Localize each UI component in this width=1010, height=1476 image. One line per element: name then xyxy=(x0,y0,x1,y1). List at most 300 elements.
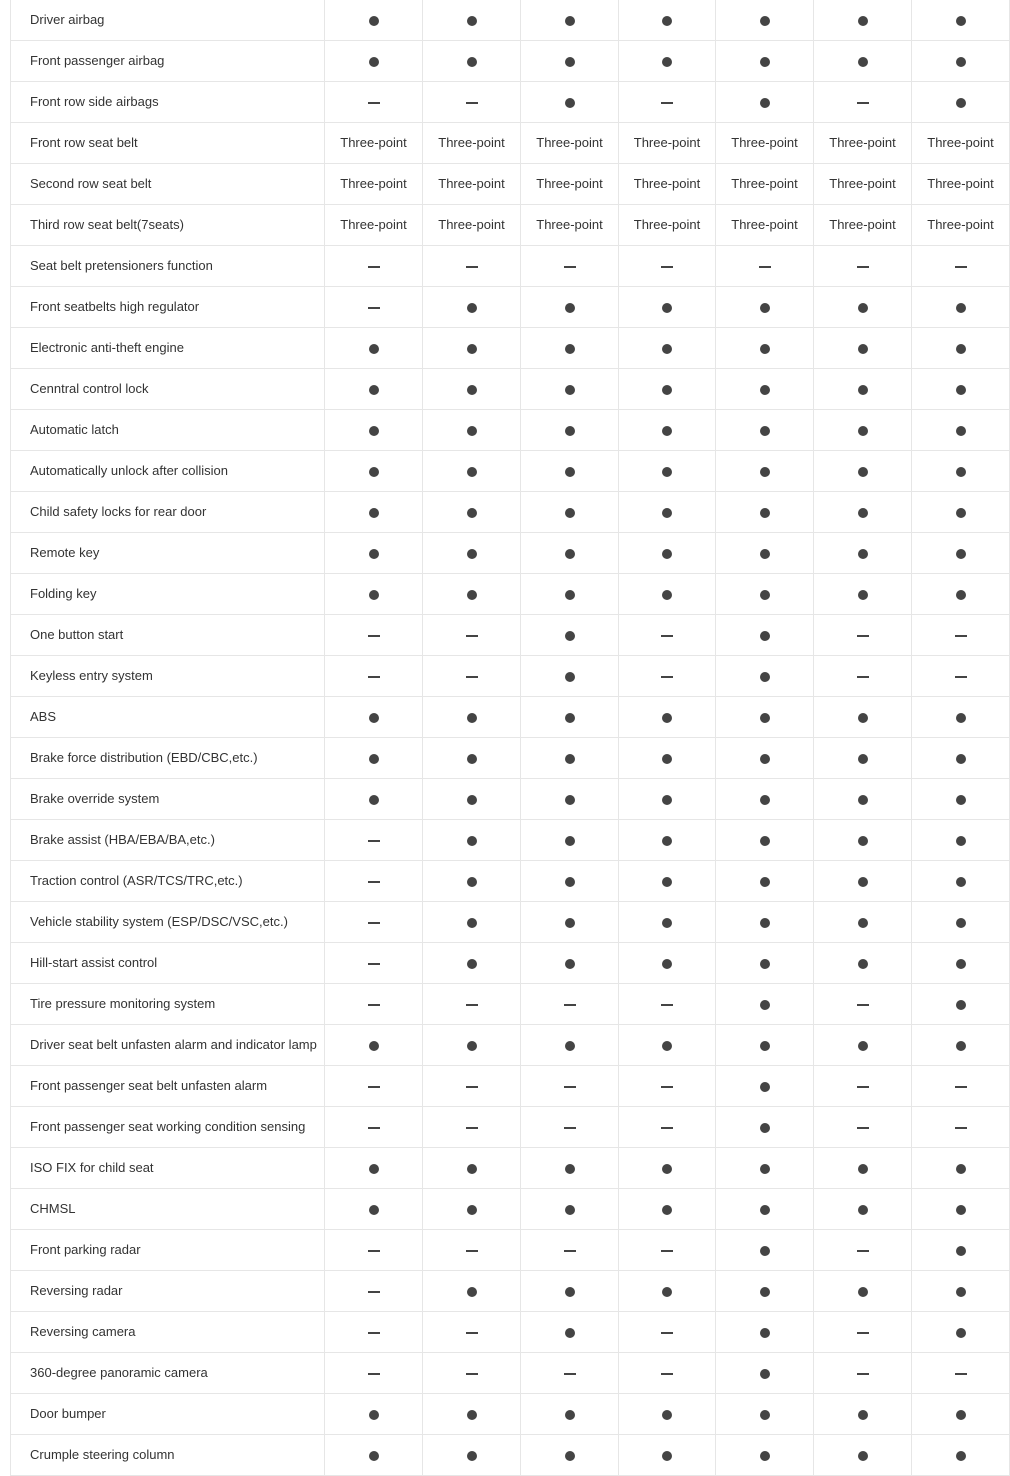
filled-dot-icon xyxy=(565,877,575,887)
spec-cell xyxy=(619,574,716,615)
filled-dot-icon xyxy=(565,959,575,969)
spec-value-text: Three-point xyxy=(536,217,603,232)
spec-cell xyxy=(619,656,716,697)
spec-cell xyxy=(325,574,423,615)
table-row xyxy=(11,123,1010,164)
filled-dot-icon xyxy=(565,672,575,682)
spec-cell xyxy=(814,533,912,574)
filled-dot-icon xyxy=(467,344,477,354)
filled-dot-icon xyxy=(662,918,672,928)
spec-cell xyxy=(521,287,619,328)
filled-dot-icon xyxy=(467,467,477,477)
spec-cell xyxy=(325,1107,423,1148)
spec-cell xyxy=(716,615,814,656)
spec-cell xyxy=(814,41,912,82)
feature-label: Remote key xyxy=(11,533,325,574)
filled-dot-icon xyxy=(858,57,868,67)
spec-cell xyxy=(619,451,716,492)
spec-cell xyxy=(814,1312,912,1353)
spec-value-text: Three-point xyxy=(340,135,407,150)
spec-cell xyxy=(814,861,912,902)
filled-dot-icon xyxy=(956,1246,966,1256)
spec-cell xyxy=(521,1148,619,1189)
filled-dot-icon xyxy=(662,836,672,846)
spec-value-text: Three-point xyxy=(829,217,896,232)
filled-dot-icon xyxy=(956,1000,966,1010)
filled-dot-icon xyxy=(369,795,379,805)
spec-cell xyxy=(521,1271,619,1312)
spec-cell xyxy=(521,656,619,697)
table-row xyxy=(11,533,1010,574)
dash-icon xyxy=(564,1373,576,1375)
filled-dot-icon xyxy=(467,836,477,846)
spec-table-body xyxy=(11,0,1010,1476)
filled-dot-icon xyxy=(565,754,575,764)
spec-cell xyxy=(619,1025,716,1066)
table-row xyxy=(11,574,1010,615)
filled-dot-icon xyxy=(858,385,868,395)
spec-cell xyxy=(423,574,521,615)
feature-label: Second row seat belt xyxy=(11,164,325,205)
feature-label: Front row seat belt xyxy=(11,123,325,164)
filled-dot-icon xyxy=(467,877,477,887)
spec-value-text: Three-point xyxy=(438,217,505,232)
filled-dot-icon xyxy=(369,508,379,518)
spec-value-text: Three-point xyxy=(536,176,603,191)
dash-icon xyxy=(368,307,380,309)
dash-icon xyxy=(368,102,380,104)
spec-cell xyxy=(814,1066,912,1107)
spec-cell xyxy=(716,328,814,369)
spec-cell xyxy=(423,738,521,779)
spec-cell xyxy=(325,820,423,861)
filled-dot-icon xyxy=(662,1205,672,1215)
spec-cell xyxy=(619,615,716,656)
spec-cell xyxy=(619,1189,716,1230)
filled-dot-icon xyxy=(858,508,868,518)
dash-icon xyxy=(661,1086,673,1088)
spec-cell xyxy=(521,164,619,205)
spec-cell xyxy=(716,164,814,205)
spec-cell xyxy=(619,164,716,205)
spec-cell xyxy=(423,984,521,1025)
filled-dot-icon xyxy=(858,754,868,764)
spec-cell xyxy=(716,451,814,492)
feature-label: Third row seat belt(7seats) xyxy=(11,205,325,246)
filled-dot-icon xyxy=(760,1246,770,1256)
spec-cell xyxy=(619,779,716,820)
spec-cell xyxy=(325,861,423,902)
spec-cell xyxy=(325,82,423,123)
spec-cell xyxy=(423,410,521,451)
spec-cell xyxy=(619,1394,716,1435)
filled-dot-icon xyxy=(565,467,575,477)
table-row xyxy=(11,779,1010,820)
dash-icon xyxy=(466,1127,478,1129)
filled-dot-icon xyxy=(369,344,379,354)
filled-dot-icon xyxy=(858,1041,868,1051)
filled-dot-icon xyxy=(760,1000,770,1010)
feature-label: Front seatbelts high regulator xyxy=(11,287,325,328)
table-row xyxy=(11,984,1010,1025)
filled-dot-icon xyxy=(565,713,575,723)
spec-cell xyxy=(521,820,619,861)
filled-dot-icon xyxy=(858,426,868,436)
spec-cell xyxy=(521,1394,619,1435)
spec-cell xyxy=(423,123,521,164)
filled-dot-icon xyxy=(956,836,966,846)
dash-icon xyxy=(466,1373,478,1375)
spec-cell xyxy=(619,533,716,574)
filled-dot-icon xyxy=(956,303,966,313)
dash-icon xyxy=(759,266,771,268)
spec-cell xyxy=(912,574,1010,615)
feature-label: Brake force distribution (EBD/CBC,etc.) xyxy=(11,738,325,779)
spec-cell xyxy=(325,1148,423,1189)
spec-cell xyxy=(716,41,814,82)
feature-label: Reversing radar xyxy=(11,1271,325,1312)
spec-cell xyxy=(912,41,1010,82)
filled-dot-icon xyxy=(956,918,966,928)
spec-cell xyxy=(716,246,814,287)
spec-cell xyxy=(521,1107,619,1148)
spec-cell xyxy=(814,574,912,615)
spec-cell xyxy=(814,984,912,1025)
filled-dot-icon xyxy=(369,754,379,764)
filled-dot-icon xyxy=(760,467,770,477)
spec-cell xyxy=(619,1353,716,1394)
spec-cell xyxy=(325,984,423,1025)
filled-dot-icon xyxy=(565,16,575,26)
spec-cell xyxy=(912,820,1010,861)
spec-cell xyxy=(814,0,912,41)
table-row xyxy=(11,1025,1010,1066)
dash-icon xyxy=(564,266,576,268)
spec-cell xyxy=(912,1107,1010,1148)
filled-dot-icon xyxy=(467,16,477,26)
spec-cell xyxy=(325,697,423,738)
filled-dot-icon xyxy=(565,1287,575,1297)
filled-dot-icon xyxy=(956,877,966,887)
spec-cell xyxy=(912,779,1010,820)
dash-icon xyxy=(368,676,380,678)
dash-icon xyxy=(661,102,673,104)
filled-dot-icon xyxy=(956,549,966,559)
filled-dot-icon xyxy=(760,1451,770,1461)
spec-value-text: Three-point xyxy=(829,135,896,150)
feature-label: Automatic latch xyxy=(11,410,325,451)
spec-cell xyxy=(912,1066,1010,1107)
feature-label: Brake assist (HBA/EBA/BA,etc.) xyxy=(11,820,325,861)
spec-cell xyxy=(912,328,1010,369)
dash-icon xyxy=(955,1127,967,1129)
dash-icon xyxy=(661,676,673,678)
spec-cell xyxy=(716,123,814,164)
spec-value-text: Three-point xyxy=(927,176,994,191)
spec-cell xyxy=(912,943,1010,984)
filled-dot-icon xyxy=(565,1410,575,1420)
filled-dot-icon xyxy=(662,590,672,600)
spec-cell xyxy=(521,533,619,574)
spec-cell xyxy=(521,451,619,492)
filled-dot-icon xyxy=(565,631,575,641)
filled-dot-icon xyxy=(662,1041,672,1051)
spec-cell xyxy=(814,1353,912,1394)
filled-dot-icon xyxy=(760,713,770,723)
spec-cell xyxy=(423,861,521,902)
filled-dot-icon xyxy=(760,836,770,846)
filled-dot-icon xyxy=(369,57,379,67)
spec-cell xyxy=(912,123,1010,164)
spec-cell xyxy=(912,205,1010,246)
spec-cell xyxy=(521,1435,619,1476)
spec-cell xyxy=(814,205,912,246)
table-row xyxy=(11,369,1010,410)
table-row xyxy=(11,1107,1010,1148)
feature-label: CHMSL xyxy=(11,1189,325,1230)
filled-dot-icon xyxy=(467,1164,477,1174)
dash-icon xyxy=(857,266,869,268)
filled-dot-icon xyxy=(956,1451,966,1461)
filled-dot-icon xyxy=(760,1205,770,1215)
filled-dot-icon xyxy=(467,918,477,928)
dash-icon xyxy=(368,1127,380,1129)
dash-icon xyxy=(857,1332,869,1334)
spec-cell xyxy=(325,492,423,533)
filled-dot-icon xyxy=(467,754,477,764)
filled-dot-icon xyxy=(858,1451,868,1461)
filled-dot-icon xyxy=(956,508,966,518)
spec-cell xyxy=(521,1312,619,1353)
dash-icon xyxy=(466,266,478,268)
spec-cell xyxy=(619,328,716,369)
spec-cell xyxy=(423,1066,521,1107)
filled-dot-icon xyxy=(467,1451,477,1461)
spec-value-text: Three-point xyxy=(927,135,994,150)
filled-dot-icon xyxy=(662,1451,672,1461)
spec-cell xyxy=(325,902,423,943)
dash-icon xyxy=(661,1004,673,1006)
filled-dot-icon xyxy=(565,1451,575,1461)
dash-icon xyxy=(466,1086,478,1088)
spec-cell xyxy=(814,369,912,410)
dash-icon xyxy=(368,266,380,268)
spec-cell xyxy=(912,738,1010,779)
dash-icon xyxy=(955,1373,967,1375)
spec-cell xyxy=(716,574,814,615)
spec-cell xyxy=(716,1435,814,1476)
spec-cell xyxy=(619,41,716,82)
dash-icon xyxy=(368,963,380,965)
spec-cell xyxy=(912,902,1010,943)
spec-cell xyxy=(716,1148,814,1189)
filled-dot-icon xyxy=(467,713,477,723)
spec-cell xyxy=(912,369,1010,410)
spec-value-text: Three-point xyxy=(731,135,798,150)
spec-cell xyxy=(521,0,619,41)
spec-cell xyxy=(716,205,814,246)
spec-cell xyxy=(814,410,912,451)
spec-cell xyxy=(521,369,619,410)
spec-cell xyxy=(912,451,1010,492)
spec-cell xyxy=(423,1189,521,1230)
spec-cell xyxy=(716,1230,814,1271)
filled-dot-icon xyxy=(760,1082,770,1092)
dash-icon xyxy=(857,102,869,104)
spec-cell xyxy=(521,1353,619,1394)
spec-value-text: Three-point xyxy=(438,176,505,191)
filled-dot-icon xyxy=(662,754,672,764)
filled-dot-icon xyxy=(662,1164,672,1174)
spec-cell xyxy=(423,369,521,410)
filled-dot-icon xyxy=(565,836,575,846)
dash-icon xyxy=(466,1004,478,1006)
table-row xyxy=(11,410,1010,451)
feature-label: Seat belt pretensioners function xyxy=(11,246,325,287)
spec-cell xyxy=(912,1189,1010,1230)
dash-icon xyxy=(955,266,967,268)
filled-dot-icon xyxy=(565,1041,575,1051)
spec-cell xyxy=(912,410,1010,451)
filled-dot-icon xyxy=(858,1410,868,1420)
filled-dot-icon xyxy=(956,426,966,436)
filled-dot-icon xyxy=(565,344,575,354)
filled-dot-icon xyxy=(662,344,672,354)
filled-dot-icon xyxy=(565,795,575,805)
spec-cell xyxy=(619,943,716,984)
table-row xyxy=(11,1066,1010,1107)
spec-cell xyxy=(814,779,912,820)
filled-dot-icon xyxy=(662,467,672,477)
spec-cell xyxy=(716,738,814,779)
spec-cell xyxy=(423,492,521,533)
spec-cell xyxy=(814,492,912,533)
spec-cell xyxy=(619,0,716,41)
spec-cell xyxy=(814,328,912,369)
dash-icon xyxy=(857,1004,869,1006)
spec-cell xyxy=(814,902,912,943)
filled-dot-icon xyxy=(956,795,966,805)
spec-cell xyxy=(521,984,619,1025)
spec-cell xyxy=(814,1230,912,1271)
spec-cell xyxy=(619,246,716,287)
table-row xyxy=(11,82,1010,123)
spec-cell xyxy=(325,451,423,492)
table-row xyxy=(11,287,1010,328)
spec-cell xyxy=(619,369,716,410)
spec-cell xyxy=(814,451,912,492)
spec-cell xyxy=(716,1271,814,1312)
filled-dot-icon xyxy=(467,795,477,805)
spec-cell xyxy=(423,943,521,984)
dash-icon xyxy=(955,1086,967,1088)
filled-dot-icon xyxy=(369,1164,379,1174)
spec-cell xyxy=(325,1025,423,1066)
spec-cell xyxy=(716,1066,814,1107)
dash-icon xyxy=(368,840,380,842)
filled-dot-icon xyxy=(956,1041,966,1051)
spec-cell xyxy=(814,164,912,205)
spec-cell xyxy=(619,82,716,123)
spec-cell xyxy=(423,779,521,820)
filled-dot-icon xyxy=(662,713,672,723)
spec-cell xyxy=(716,0,814,41)
dash-icon xyxy=(857,635,869,637)
filled-dot-icon xyxy=(369,1205,379,1215)
feature-label: Front passenger seat working condition sensing xyxy=(11,1107,325,1148)
filled-dot-icon xyxy=(369,467,379,477)
spec-cell xyxy=(716,902,814,943)
spec-cell xyxy=(521,82,619,123)
spec-cell xyxy=(521,410,619,451)
dash-icon xyxy=(368,881,380,883)
spec-cell xyxy=(325,615,423,656)
filled-dot-icon xyxy=(858,549,868,559)
feature-label: Front parking radar xyxy=(11,1230,325,1271)
spec-cell xyxy=(814,1107,912,1148)
spec-cell xyxy=(716,369,814,410)
spec-cell xyxy=(619,984,716,1025)
spec-cell xyxy=(912,697,1010,738)
spec-cell xyxy=(325,1353,423,1394)
table-row xyxy=(11,1394,1010,1435)
spec-cell xyxy=(325,287,423,328)
table-row xyxy=(11,1230,1010,1271)
filled-dot-icon xyxy=(956,344,966,354)
filled-dot-icon xyxy=(956,467,966,477)
filled-dot-icon xyxy=(369,426,379,436)
feature-label: ABS xyxy=(11,697,325,738)
filled-dot-icon xyxy=(565,549,575,559)
filled-dot-icon xyxy=(760,344,770,354)
spec-cell xyxy=(423,246,521,287)
spec-cell xyxy=(716,287,814,328)
filled-dot-icon xyxy=(858,467,868,477)
dash-icon xyxy=(564,1127,576,1129)
spec-cell xyxy=(912,82,1010,123)
filled-dot-icon xyxy=(760,98,770,108)
feature-label: 360-degree panoramic camera xyxy=(11,1353,325,1394)
filled-dot-icon xyxy=(565,1164,575,1174)
feature-label: Folding key xyxy=(11,574,325,615)
spec-cell xyxy=(619,697,716,738)
filled-dot-icon xyxy=(467,1205,477,1215)
spec-cell xyxy=(619,1066,716,1107)
spec-value-text: Three-point xyxy=(633,135,701,150)
filled-dot-icon xyxy=(760,1164,770,1174)
spec-cell xyxy=(619,1312,716,1353)
spec-cell xyxy=(912,1148,1010,1189)
table-row xyxy=(11,1189,1010,1230)
feature-label: Electronic anti-theft engine xyxy=(11,328,325,369)
filled-dot-icon xyxy=(858,713,868,723)
spec-cell xyxy=(814,287,912,328)
spec-cell xyxy=(912,656,1010,697)
filled-dot-icon xyxy=(760,385,770,395)
spec-cell xyxy=(814,82,912,123)
dash-icon xyxy=(368,1291,380,1293)
spec-cell xyxy=(423,533,521,574)
filled-dot-icon xyxy=(467,426,477,436)
filled-dot-icon xyxy=(858,16,868,26)
dash-icon xyxy=(857,1127,869,1129)
spec-cell xyxy=(716,1353,814,1394)
spec-cell xyxy=(912,1353,1010,1394)
spec-cell xyxy=(325,943,423,984)
dash-icon xyxy=(368,1373,380,1375)
table-row xyxy=(11,656,1010,697)
spec-cell xyxy=(619,1271,716,1312)
